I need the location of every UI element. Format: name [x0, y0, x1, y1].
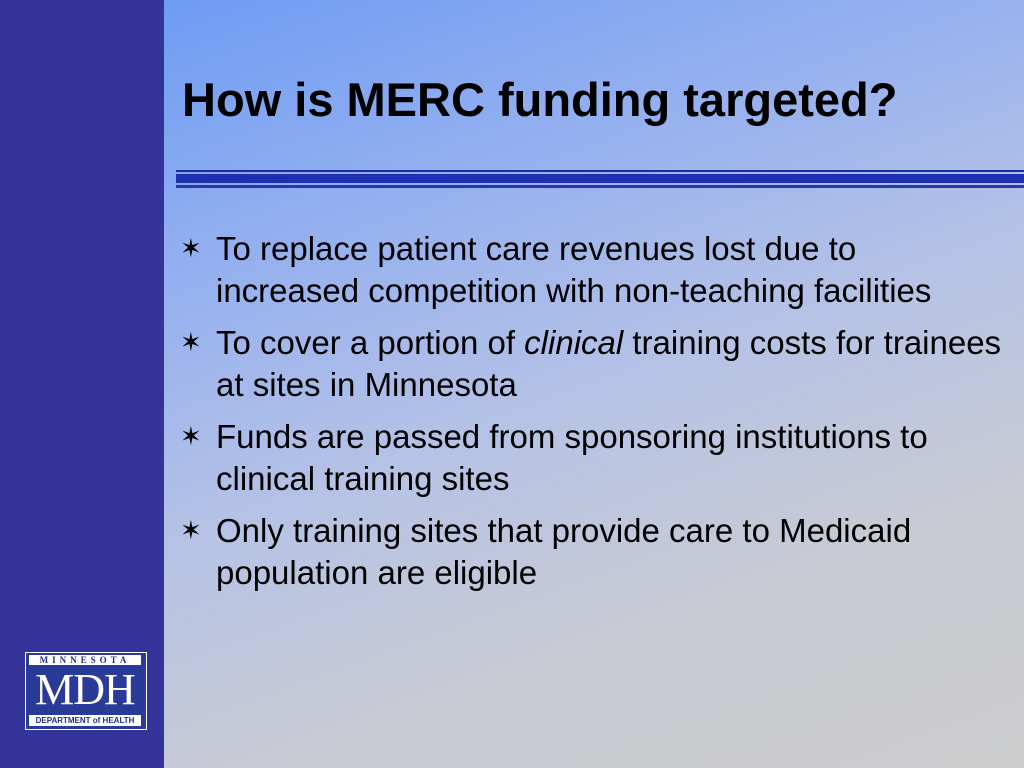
bullet-item	[178, 416, 1008, 500]
logo-wordmark: MDH	[35, 665, 135, 714]
bullet-text-before: To cover a portion of	[216, 324, 525, 361]
bullet-item	[178, 322, 1008, 406]
bullet-text-after: training costs for trainees at sites in Minnesota	[216, 324, 1002, 403]
bullet-item	[178, 228, 1008, 312]
star-bullet-icon: ✶	[180, 421, 202, 451]
title-divider	[176, 170, 1024, 194]
bullet-text-emphasis: clinical	[524, 324, 624, 361]
bullet-text: Only training sites that provide care to Medicaid population are eligible	[216, 512, 912, 591]
star-bullet-icon: ✶	[180, 515, 202, 545]
bullet-text: Funds are passed from sponsoring institutions to clinical training sites	[216, 418, 928, 497]
mdh-logo	[25, 652, 147, 730]
star-bullet-icon: ✶	[180, 327, 202, 357]
divider-line-top	[176, 170, 1024, 172]
slide-title: How is MERC funding targeted?	[182, 73, 898, 126]
bullet-list	[178, 228, 1008, 604]
bullet-text: To replace patient care revenues lost due to increased competition with non-teaching facilities	[216, 230, 932, 309]
star-bullet-icon: ✶	[180, 233, 202, 263]
logo-department-label: DEPARTMENT of HEALTH	[29, 715, 141, 726]
bullet-item	[178, 510, 1008, 594]
divider-line-middle	[176, 174, 1024, 183]
logo-state-label: MINNESOTA	[29, 655, 141, 665]
divider-line-bottom	[176, 185, 1024, 188]
